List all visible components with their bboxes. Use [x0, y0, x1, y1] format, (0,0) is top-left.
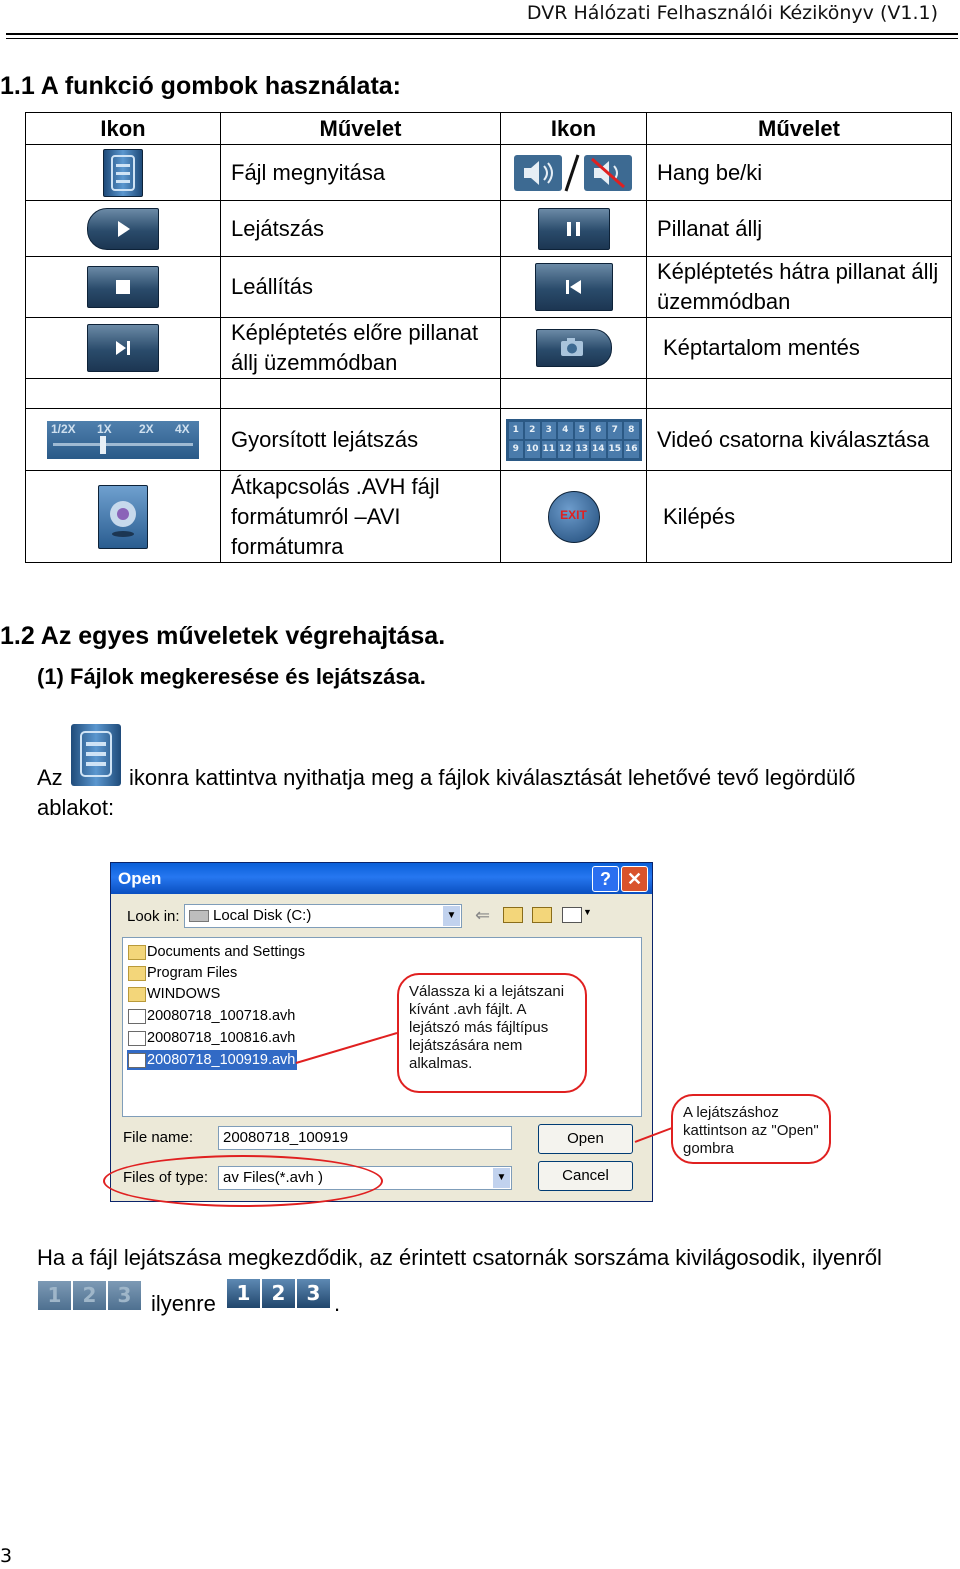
channel-numbers-lit [227, 1279, 332, 1308]
speed-slider-track [53, 443, 193, 446]
channel-number: 7 [608, 422, 623, 439]
table-row [26, 318, 952, 379]
file-type-value: av Files(*.avh ) [223, 1169, 324, 1186]
open-file-dialog [110, 862, 653, 1202]
table-cell: Képléptetés hátra pillanat állj üzemmódban [647, 257, 952, 318]
channel-number: 12 [558, 441, 573, 458]
dialog-title: Open [118, 869, 162, 888]
sound-toggle-icon [514, 153, 634, 193]
file-name-label: File name: [123, 1129, 194, 1146]
header-rule-thin [6, 38, 958, 39]
back-arrow-icon[interactable]: ⇐ [475, 905, 491, 925]
exit-label: EXIT [560, 507, 587, 522]
look-in-value: Local Disk (C:) [213, 907, 312, 924]
table-row [26, 471, 952, 563]
column-header: Ikon [26, 113, 221, 145]
paragraph-text: ablakot: [37, 795, 115, 820]
table-cell: Hang be/ki [647, 145, 952, 201]
section-heading-1-1: 1.1 A funkció gombok használata: [0, 72, 402, 100]
speed-label: 1/2X [51, 421, 76, 436]
table-cell: Képléptetés előre pillanat állj üzemmódban [221, 318, 501, 379]
callout-select-file: Válassza ki a lejátszani kívánt .avh fájlt. A lejátszó más fájltípus lejátszására nem alkalmas. [397, 973, 587, 1093]
channel-number: 2 [73, 1281, 106, 1310]
callout-pointer [600, 1120, 680, 1160]
paragraph-text: ikonra kattintva nyithatja meg a fájlok kiválasztását lehetővé tevő legördülő [129, 765, 856, 790]
table-cell: Pillanat állj [647, 201, 952, 257]
channel-number: 11 [542, 441, 557, 458]
document-header-title: DVR Hálózati Felhasználói Kézikönyv (V1.1) [526, 2, 938, 24]
chevron-down-icon[interactable]: ▼ [583, 907, 592, 917]
chevron-down-icon[interactable]: ▼ [443, 906, 460, 926]
channel-number: 1 [227, 1279, 260, 1308]
exit-icon [548, 491, 600, 543]
channel-number: 1 [509, 422, 524, 439]
subsection-heading: (1) Fájlok megkeresése és lejátszása. [37, 664, 426, 689]
pause-icon [538, 208, 610, 250]
column-header: Művelet [221, 113, 501, 145]
channel-numbers-dim [38, 1281, 143, 1310]
callout-pointer [111, 863, 652, 1201]
table-cell: Leállítás [221, 257, 501, 318]
file-type-label: Files of type: [123, 1169, 209, 1186]
table-cell: Képtartalom mentés [647, 318, 952, 379]
table-row-empty [26, 379, 952, 409]
speed-label: 2X [139, 421, 154, 436]
step-back-icon [535, 263, 613, 311]
convert-avi-icon [98, 485, 148, 549]
function-buttons-table [25, 112, 952, 563]
play-icon [87, 208, 159, 250]
chevron-down-icon[interactable]: ▼ [493, 1168, 510, 1188]
channel-number: 13 [575, 441, 590, 458]
help-button[interactable]: ? [592, 866, 619, 892]
speed-label: 1X [97, 421, 112, 436]
channel-number: 14 [591, 441, 606, 458]
paragraph-text: ilyenre [151, 1291, 216, 1316]
table-cell: Átkapcsolás .AVH fájl formátumról –AVI formátumra [221, 471, 501, 563]
table-cell: Gyorsított lejátszás [221, 409, 501, 471]
close-button[interactable]: ✕ [621, 866, 648, 892]
speed-slider-thumb [100, 436, 106, 454]
column-header: Ikon [501, 113, 647, 145]
channel-select-icon [506, 419, 642, 461]
channel-number: 4 [558, 422, 573, 439]
table-cell: Videó csatorna kiválasztása [647, 409, 952, 471]
table-header-row [26, 113, 952, 145]
list-item-selected[interactable]: 20080718_100919.avh [127, 1050, 297, 1070]
step-forward-icon [87, 324, 159, 372]
channel-number: 3 [108, 1281, 141, 1310]
channel-number: 16 [624, 441, 639, 458]
file-name-input[interactable]: 20080718_100919 [218, 1126, 512, 1150]
channel-number: 2 [525, 422, 540, 439]
table-row [26, 409, 952, 471]
speed-label: 4X [175, 421, 190, 436]
table-row [26, 257, 952, 318]
channel-number: 2 [262, 1279, 295, 1308]
table-row [26, 201, 952, 257]
cancel-button[interactable]: Cancel [538, 1161, 633, 1191]
folder-open-icon [103, 149, 143, 197]
channel-number: 10 [525, 441, 540, 458]
channel-number: 8 [624, 422, 639, 439]
open-button[interactable]: Open [538, 1124, 633, 1154]
list-item[interactable]: 20080718_100718.avh [127, 1006, 295, 1026]
callout-open-button: A lejátszáshoz kattintson az "Open" gombra [671, 1094, 831, 1164]
list-item[interactable]: Documents and Settings [127, 942, 305, 962]
channel-number: 1 [38, 1281, 71, 1310]
folder-open-icon [71, 724, 121, 786]
look-in-label: Look in: [127, 908, 180, 925]
channel-number: 9 [509, 441, 524, 458]
camera-snapshot-icon [536, 329, 612, 367]
list-item[interactable]: 20080718_100816.avh [127, 1028, 295, 1048]
column-header: Művelet [647, 113, 952, 145]
paragraph-text: Ha a fájl lejátszása megkezdődik, az érintett csatornák sorszáma kivilágosodik, ilyenről [37, 1245, 882, 1270]
list-item[interactable]: Program Files [127, 963, 237, 983]
paragraph-text: . [334, 1291, 341, 1316]
channel-number: 15 [608, 441, 623, 458]
table-cell: Fájl megnyitása [221, 145, 501, 201]
list-item[interactable]: WINDOWS [127, 984, 220, 1004]
header-rule [6, 33, 958, 35]
file-type-highlight [103, 1155, 383, 1207]
stop-icon [87, 266, 159, 308]
table-cell: Kilépés [647, 471, 952, 563]
channel-number: 3 [542, 422, 557, 439]
page-number: 3 [0, 1545, 13, 1567]
paragraph-text: Az [37, 765, 63, 790]
channel-number: 6 [591, 422, 606, 439]
speed-slider-icon [47, 421, 199, 459]
channel-number: 5 [575, 422, 590, 439]
table-cell: Lejátszás [221, 201, 501, 257]
table-row [26, 145, 952, 201]
section-heading-1-2: 1.2 Az egyes műveletek végrehajtása. [0, 622, 446, 650]
channel-number: 3 [297, 1279, 330, 1308]
